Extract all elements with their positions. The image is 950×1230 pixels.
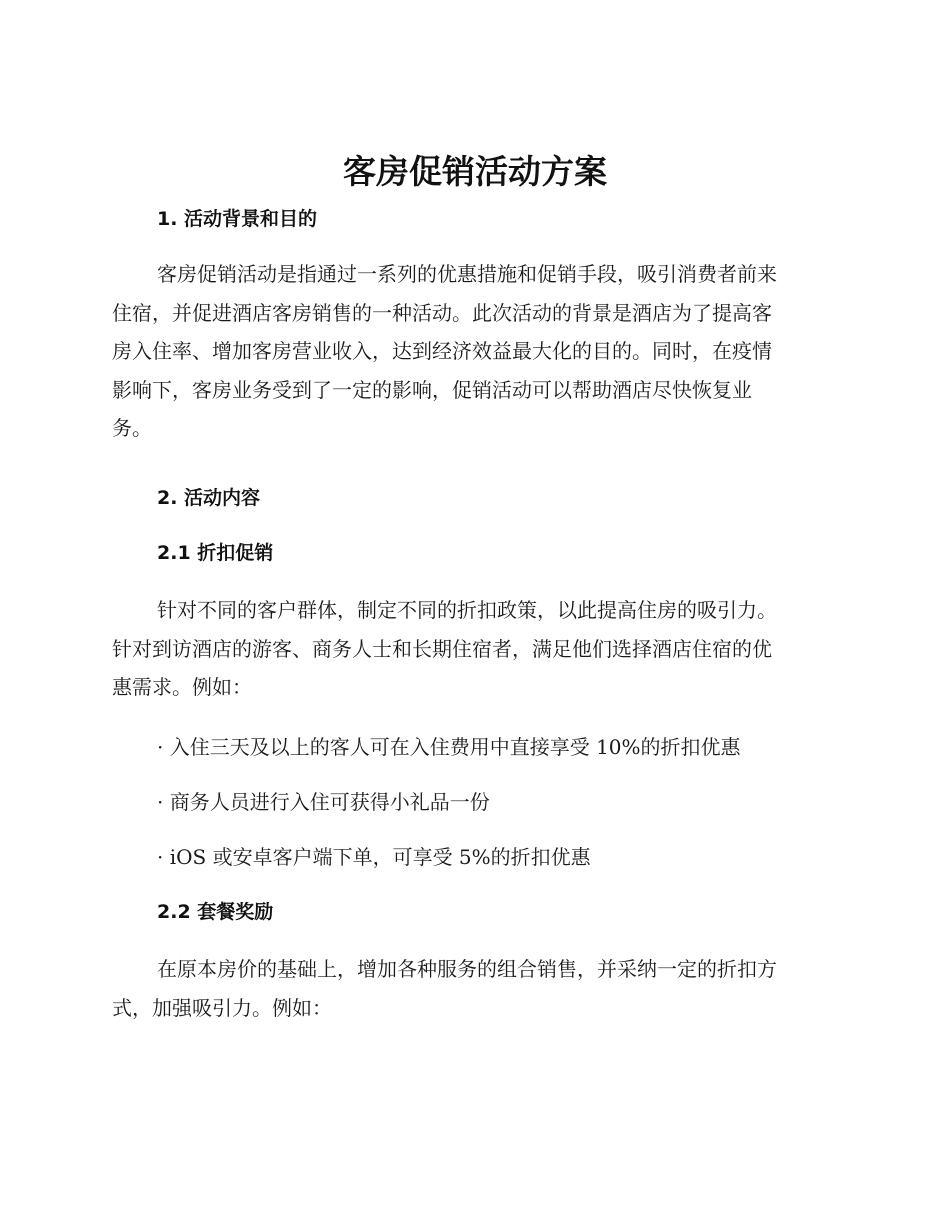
- paragraph-line: 式，加强吸引力。例如：: [112, 995, 332, 1020]
- paragraph-line: 针对到访酒店的游客、商务人士和长期住宿者，满足他们选择酒店住宿的优: [112, 636, 772, 661]
- bullet-item: · iOS 或安卓客户端下单，可享受 5%的折扣优惠: [157, 845, 591, 869]
- section-heading-package: 2.2 套餐奖励: [157, 901, 274, 923]
- paragraph-line: 房入住率、增加客房营业收入，达到经济效益最大化的目的。同时，在疫情: [112, 339, 772, 364]
- paragraph-line: 住宿，并促进酒店客房销售的一种活动。此次活动的背景是酒店为了提高客: [112, 300, 772, 325]
- bullet-item: · 入住三天及以上的客人可在入住费用中直接享受 10%的折扣优惠: [157, 735, 741, 759]
- paragraph-package: [112, 950, 832, 1027]
- paragraph-line: 务。: [112, 416, 152, 441]
- paragraph-line: 在原本房价的基础上，增加各种服务的组合销售，并采纳一定的折扣方: [157, 957, 777, 981]
- paragraph-line: 客房促销活动是指通过一系列的优惠措施和促销手段，吸引消费者前来: [157, 262, 777, 286]
- paragraph-line: 针对不同的客户群体，制定不同的折扣政策，以此提高住房的吸引力。: [157, 598, 777, 622]
- paragraph-line: 惠需求。例如：: [112, 675, 252, 700]
- document-title: 客房促销活动方案: [343, 152, 607, 191]
- paragraph-background: [112, 255, 832, 448]
- paragraph-discount: [112, 591, 832, 707]
- section-heading-background: 1. 活动背景和目的: [157, 208, 318, 230]
- bullet-item: · 商务人员进行入住可获得小礼品一份: [157, 790, 490, 814]
- section-heading-discount: 2.1 折扣促销: [157, 542, 274, 564]
- paragraph-line: 影响下，客房业务受到了一定的影响，促销活动可以帮助酒店尽快恢复业: [112, 377, 752, 402]
- section-heading-content: 2. 活动内容: [157, 487, 261, 509]
